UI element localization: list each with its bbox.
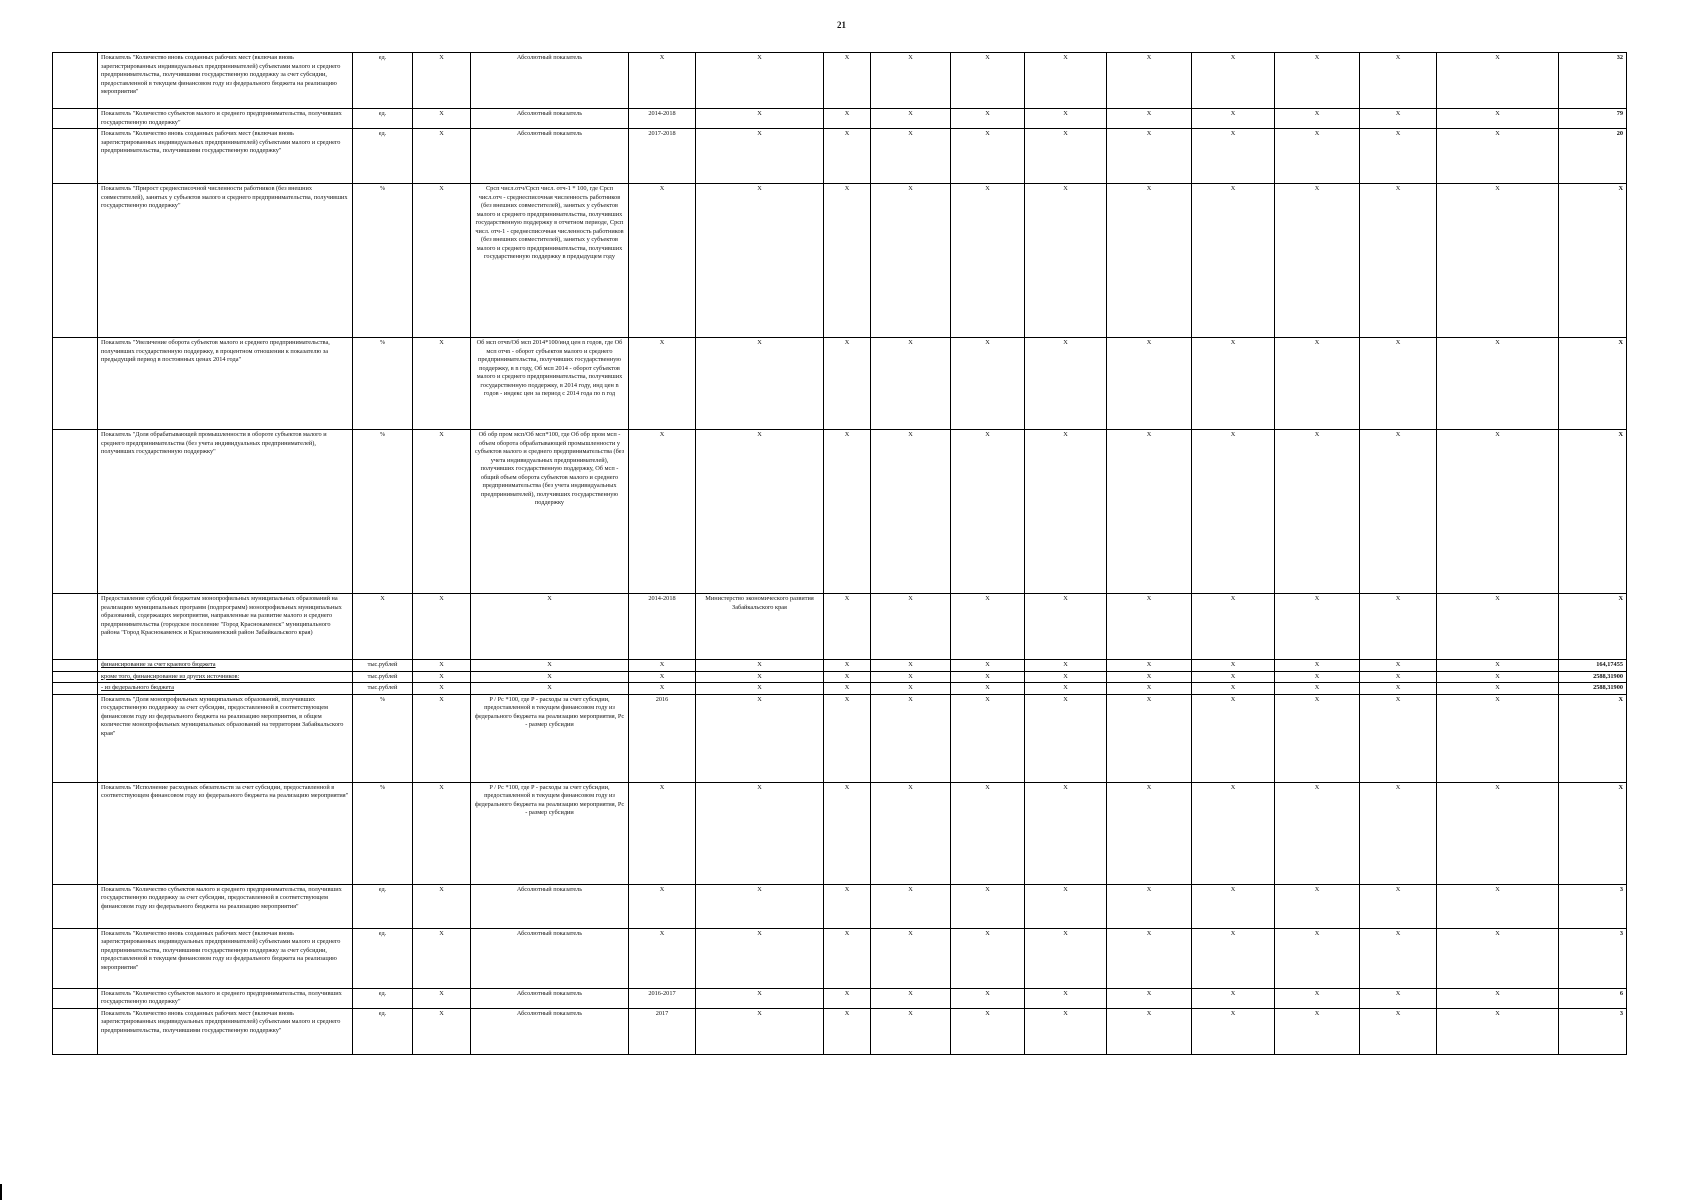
value-cell: X [871,782,951,884]
period-cell: 2014-2018 [629,594,696,660]
indicator-name-cell: финансирование за счет краевого бюджета [98,660,353,672]
target-value-cell: X [1559,338,1627,430]
value-cell: X [1360,129,1437,184]
calculation-method-cell: Абсолютный показатель [471,1008,629,1054]
period-cell: 2016 [629,694,696,782]
unit-cell: ед. [353,109,413,129]
value-cell: X [1025,782,1107,884]
indicator-name-cell: Показатель "Количество субъектов малого и среднего предпринимательства, получивших государственную поддержку" [98,109,353,129]
value-cell: X [1360,109,1437,129]
value-cell: X [1107,683,1192,695]
value-cell: X [1360,338,1437,430]
marker-cell: X [413,683,471,695]
value-cell: X [1107,884,1192,928]
marker-cell: X [413,53,471,109]
value-cell: X [1275,430,1360,594]
value-cell: X [1192,594,1275,660]
value-cell: X [1360,683,1437,695]
value-cell: X [1275,594,1360,660]
page-number: 21 [837,20,846,30]
value-cell: X [1437,594,1559,660]
value-cell: X [1192,1008,1275,1054]
target-value-cell: 2588,31900 [1559,671,1627,683]
value-cell: X [1025,988,1107,1008]
value-cell: X [1275,694,1360,782]
marker-cell: X [413,1008,471,1054]
executor-cell: X [696,1008,824,1054]
table-row [53,884,1627,928]
row-number-cell [53,109,98,129]
value-cell: X [871,694,951,782]
value-cell: X [1437,671,1559,683]
executor-cell: X [696,782,824,884]
row-number-cell [53,928,98,988]
indicator-name-cell: Показатель "Исполнение расходных обязательств за счет субсидии, предоставленной в соответствующем финансовом году из федерального бюджета на реализацию мероприятия" [98,782,353,884]
value-cell: X [1025,129,1107,184]
value-cell: X [1192,694,1275,782]
table-row [53,109,1627,129]
value-cell: X [871,988,951,1008]
calculation-method-cell: Абсолютный показатель [471,129,629,184]
value-cell: X [1437,430,1559,594]
target-value-cell: X [1559,184,1627,338]
table-row [53,1008,1627,1054]
value-cell: X [1025,671,1107,683]
calculation-method-cell: Срсп числ.отч/Срсп числ. отч-1 * 100, где Срсп числ.отч - среднесписочная численность работников (без внешних совместителей), занятых у субъектов малого и среднего предпринимательства, получивших государственную поддержку в отчетном периоде, Срсп числ. отч-1 - среднесписочная численность работников (без внешних совместителей), занятых у субъектов малого и среднего предпринимательства, получивших государственную поддержку в предыдущем году [471,184,629,338]
value-cell: X [1025,338,1107,430]
value-cell: X [951,694,1025,782]
value-cell: X [1192,782,1275,884]
value-cell: X [1107,430,1192,594]
calculation-method-cell: X [471,594,629,660]
period-cell: 2014-2018 [629,109,696,129]
value-cell: X [1360,1008,1437,1054]
value-cell: X [1437,988,1559,1008]
marker-cell: X [413,184,471,338]
table-row [53,594,1627,660]
value-cell: X [1107,660,1192,672]
value-cell: X [1360,594,1437,660]
value-cell: X [1275,671,1360,683]
period-cell: X [629,683,696,695]
value-cell: X [951,660,1025,672]
marker-cell: X [413,594,471,660]
marker-cell: X [413,988,471,1008]
target-value-cell: 79 [1559,109,1627,129]
executor-cell: X [696,109,824,129]
value-cell: X [871,1008,951,1054]
calculation-method-cell: X [471,671,629,683]
unit-cell: ед. [353,928,413,988]
value-cell: X [871,928,951,988]
value-cell: X [1025,430,1107,594]
value-cell: X [951,782,1025,884]
value-cell: X [1192,683,1275,695]
row-number-cell [53,660,98,672]
calculation-method-cell: Об мсп отчn/Об мсп 2014*100/инд цен n годов, где Об мсп отчn - оборот субъектов малого и среднего предпринимательства, получивших государственную поддержку, в n году, Об мсп 2014 - оборот субъектов малого и среднего предпринимательства, получивших государственную поддержку, в 2014 году, инд цен n годов - индекс цен за период с 2014 года по n год [471,338,629,430]
unit-cell: ед. [353,988,413,1008]
row-number-cell [53,884,98,928]
value-cell: X [951,928,1025,988]
indicator-name-cell: Показатель "Количество вновь созданных рабочих мест (включая вновь зарегистрированных индивидуальных предпринимателей) субъектами малого и среднего предпринимательства, получившими государственную поддержку за счет субсидии, предоставленной в текущем финансовом году из федерального бюджета на реализацию мероприятия" [98,53,353,109]
value-cell: X [1437,782,1559,884]
value-cell: X [1360,671,1437,683]
table-row [53,782,1627,884]
value-cell: X [1437,109,1559,129]
period-cell: 2016-2017 [629,988,696,1008]
value-cell: X [1025,884,1107,928]
executor-cell: X [696,338,824,430]
unit-cell: % [353,184,413,338]
calculation-method-cell: X [471,683,629,695]
value-cell: X [1192,184,1275,338]
value-cell: X [1360,430,1437,594]
value-cell: X [1107,988,1192,1008]
calculation-method-cell: Абсолютный показатель [471,928,629,988]
row-number-cell [53,988,98,1008]
marker-cell: X [413,430,471,594]
value-cell: X [1360,782,1437,884]
executor-cell: X [696,430,824,594]
executor-cell: X [696,988,824,1008]
value-cell: X [1107,594,1192,660]
table-row [53,184,1627,338]
value-cell: X [824,594,871,660]
value-cell: X [1025,53,1107,109]
row-number-cell [53,683,98,695]
value-cell: X [871,671,951,683]
value-cell: X [824,683,871,695]
period-cell: X [629,671,696,683]
target-value-cell: 3 [1559,884,1627,928]
value-cell: X [871,129,951,184]
value-cell: X [1025,660,1107,672]
period-cell: X [629,660,696,672]
unit-cell: ед. [353,53,413,109]
target-value-cell: 3 [1559,928,1627,988]
target-value-cell: 2588,31900 [1559,683,1627,695]
table-row [53,694,1627,782]
value-cell: X [1275,884,1360,928]
value-cell: X [951,338,1025,430]
table-row [53,53,1627,109]
row-number-cell [53,1008,98,1054]
value-cell: X [871,884,951,928]
indicator-name-cell: - из федерального бюджета [98,683,353,695]
indicator-name-cell: Показатель "Доля монопрофильных муниципальных образований, получивших государственную поддержку за счет субсидии, предоставленной в соответствующем финансовом году из федерального бюджета на реализацию мероприятия, в общем количестве монопрофильных муниципальных образований на территории Забайкальского края" [98,694,353,782]
value-cell: X [1107,928,1192,988]
value-cell: X [1275,53,1360,109]
unit-cell: % [353,782,413,884]
value-cell: X [951,988,1025,1008]
value-cell: X [1192,129,1275,184]
value-cell: X [824,884,871,928]
unit-cell: ед. [353,1008,413,1054]
calculation-method-cell: X [471,660,629,672]
target-value-cell: 164,17455 [1559,660,1627,672]
indicator-name-cell: Показатель "Количество вновь созданных рабочих мест (включая вновь зарегистрированных индивидуальных предпринимателей) субъектами малого и среднего предпринимательства, получившими государственную поддержку" [98,1008,353,1054]
target-value-cell: 6 [1559,988,1627,1008]
indicator-name-cell: Показатель "Увеличение оборота субъектов малого и среднего предпринимательства, получивших государственную поддержку, в процентном отношении к показателю за предыдущий период в постоянных ценах 2014 года" [98,338,353,430]
period-cell: X [629,184,696,338]
unit-cell: X [353,594,413,660]
value-cell: X [1107,53,1192,109]
row-number-cell [53,694,98,782]
value-cell: X [1192,53,1275,109]
value-cell: X [1437,683,1559,695]
value-cell: X [824,338,871,430]
table-row [53,683,1627,695]
value-cell: X [1107,782,1192,884]
value-cell: X [1192,884,1275,928]
value-cell: X [1360,53,1437,109]
target-value-cell: X [1559,782,1627,884]
value-cell: X [1275,338,1360,430]
value-cell: X [1107,109,1192,129]
marker-cell: X [413,338,471,430]
value-cell: X [951,1008,1025,1054]
marker-cell: X [413,109,471,129]
value-cell: X [871,184,951,338]
indicator-name-cell: Показатель "Количество субъектов малого и среднего предпринимательства, получивших государственную поддержку за счет субсидии, предоставленной в соответствующем финансовом году из федерального бюджета на реализацию мероприятия" [98,884,353,928]
value-cell: X [1025,694,1107,782]
value-cell: X [1360,694,1437,782]
target-value-cell: X [1559,694,1627,782]
row-number-cell [53,671,98,683]
value-cell: X [1275,988,1360,1008]
value-cell: X [871,338,951,430]
value-cell: X [951,184,1025,338]
target-value-cell: 32 [1559,53,1627,109]
value-cell: X [871,594,951,660]
value-cell: X [1360,884,1437,928]
row-number-cell [53,53,98,109]
value-cell: X [951,884,1025,928]
period-cell: X [629,782,696,884]
value-cell: X [951,430,1025,594]
marker-cell: X [413,884,471,928]
value-cell: X [951,594,1025,660]
period-cell: X [629,430,696,594]
value-cell: X [951,109,1025,129]
value-cell: X [824,430,871,594]
period-cell: X [629,338,696,430]
target-value-cell: X [1559,594,1627,660]
unit-cell: тыс.рублей [353,660,413,672]
value-cell: X [1107,671,1192,683]
value-cell: X [1025,184,1107,338]
value-cell: X [824,671,871,683]
program-indicators-table [52,52,1627,1055]
table-row [53,671,1627,683]
value-cell: X [1437,129,1559,184]
row-number-cell [53,129,98,184]
value-cell: X [1275,683,1360,695]
value-cell: X [1192,660,1275,672]
executor-cell: X [696,53,824,109]
calculation-method-cell: Абсолютный показатель [471,988,629,1008]
unit-cell: % [353,338,413,430]
value-cell: X [1275,782,1360,884]
unit-cell: ед. [353,129,413,184]
target-value-cell: 3 [1559,1008,1627,1054]
unit-cell: тыс.рублей [353,683,413,695]
table-row [53,928,1627,988]
value-cell: X [1025,1008,1107,1054]
value-cell: X [1025,594,1107,660]
period-cell: X [629,928,696,988]
value-cell: X [1437,694,1559,782]
value-cell: X [824,694,871,782]
executor-cell: X [696,671,824,683]
value-cell: X [1192,671,1275,683]
value-cell: X [824,660,871,672]
calculation-method-cell: Абсолютный показатель [471,109,629,129]
value-cell: X [1192,338,1275,430]
value-cell: X [824,184,871,338]
value-cell: X [824,129,871,184]
value-cell: X [1437,338,1559,430]
value-cell: X [1107,1008,1192,1054]
value-cell: X [824,53,871,109]
value-cell: X [1107,184,1192,338]
value-cell: X [871,109,951,129]
value-cell: X [1360,660,1437,672]
row-number-cell [53,184,98,338]
value-cell: X [1107,338,1192,430]
value-cell: X [1437,660,1559,672]
value-cell: X [1025,683,1107,695]
unit-cell: % [353,694,413,782]
scan-edge-mark [0,1184,2,1200]
period-cell: 2017 [629,1008,696,1054]
target-value-cell: X [1559,430,1627,594]
executor-cell: X [696,694,824,782]
table-row [53,988,1627,1008]
calculation-method-cell: Абсолютный показатель [471,53,629,109]
table-row [53,660,1627,672]
indicator-name-cell: Показатель "Количество субъектов малого и среднего предпринимательства, получивших государственную поддержку" [98,988,353,1008]
value-cell: X [871,660,951,672]
row-number-cell [53,338,98,430]
value-cell: X [951,671,1025,683]
value-cell: X [1275,928,1360,988]
marker-cell: X [413,928,471,988]
value-cell: X [1437,928,1559,988]
indicator-name-cell: Предоставление субсидий бюджетам монопрофильных муниципальных образований на реализацию муниципальных программ (подпрограмм) монопрофильных муниципальных образований, содержащих мероприятия, направленные на развитие малого и среднего предпринимательства (городское поселение "Город Краснокаменск" муниципального района "Город Краснокаменск и Краснокаменский район Забайкальского края) [98,594,353,660]
calculation-method-cell: Об обр пром мсп/Об мсп*100, где Об обр пром мсп - объем оборота обрабатывающей промышленности у субъектов малого и среднего предпринимательства (без учета индивидуальных предпринимателей), получивших государственную поддержку, Об мсп - общий объем оборота субъектов малого и среднего предпринимательства (без учета индивидуальных предпринимателей), получивших государственную поддержку [471,430,629,594]
table-row [53,430,1627,594]
executor-cell: X [696,129,824,184]
value-cell: X [824,988,871,1008]
value-cell: X [1275,660,1360,672]
calculation-method-cell: P / Pc *100, где P - расходы за счет субсидии, предоставленной в текущем финансовом году из федерального бюджета на реализацию мероприятия, Pc - размер субсидии [471,694,629,782]
target-value-cell: 20 [1559,129,1627,184]
value-cell: X [1275,184,1360,338]
unit-cell: ед. [353,884,413,928]
period-cell: X [629,53,696,109]
value-cell: X [871,53,951,109]
value-cell: X [871,430,951,594]
value-cell: X [1275,1008,1360,1054]
value-cell: X [1360,184,1437,338]
marker-cell: X [413,671,471,683]
value-cell: X [1107,129,1192,184]
value-cell: X [1360,988,1437,1008]
calculation-method-cell: Абсолютный показатель [471,884,629,928]
value-cell: X [1437,1008,1559,1054]
value-cell: X [1275,129,1360,184]
marker-cell: X [413,782,471,884]
value-cell: X [951,683,1025,695]
value-cell: X [1275,109,1360,129]
row-number-cell [53,782,98,884]
row-number-cell [53,430,98,594]
value-cell: X [1437,884,1559,928]
value-cell: X [1437,184,1559,338]
period-cell: 2017-2018 [629,129,696,184]
table-row [53,129,1627,184]
value-cell: X [951,129,1025,184]
value-cell: X [1025,109,1107,129]
unit-cell: тыс.рублей [353,671,413,683]
calculation-method-cell: P / Pc *100, где P - расходы за счет субсидии, предоставленной в текущем финансовом году из федерального бюджета на реализацию мероприятия, Pc - размер субсидии [471,782,629,884]
value-cell: X [824,928,871,988]
value-cell: X [824,1008,871,1054]
value-cell: X [1025,928,1107,988]
marker-cell: X [413,129,471,184]
indicator-name-cell: Показатель "Прирост среднесписочной численности работников (без внешних совместителей), занятых у субъектов малого и среднего предпринимательства, получивших государственную поддержку" [98,184,353,338]
indicator-name-cell: Показатель "Доля обрабатывающей промышленности в обороте субъектов малого и среднего предпринимательства (без учета индивидуальных предпринимателей), получивших государственную поддержку" [98,430,353,594]
marker-cell: X [413,660,471,672]
executor-cell: X [696,683,824,695]
executor-cell: X [696,660,824,672]
row-number-cell [53,594,98,660]
value-cell: X [1437,53,1559,109]
unit-cell: % [353,430,413,594]
indicator-name-cell: Показатель "Количество вновь созданных рабочих мест (включая вновь зарегистрированных индивидуальных предпринимателей) субъектами малого и среднего предпринимательства, получившими государственную поддержку за счет субсидии, предоставленной в текущем финансовом году из федерального бюджета на реализацию мероприятия" [98,928,353,988]
period-cell: X [629,884,696,928]
value-cell: X [824,109,871,129]
indicator-name-cell: Показатель "Количество вновь созданных рабочих мест (включая вновь зарегистрированных индивидуальных предпринимателей) субъектами малого и среднего предпринимательства, получившими государственную поддержку" [98,129,353,184]
value-cell: X [951,53,1025,109]
table-row [53,338,1627,430]
executor-cell: X [696,184,824,338]
value-cell: X [1192,109,1275,129]
executor-cell: X [696,928,824,988]
indicator-name-cell: кроме того, финансирование из других источников: [98,671,353,683]
marker-cell: X [413,694,471,782]
value-cell: X [1192,988,1275,1008]
value-cell: X [824,782,871,884]
value-cell: X [1107,694,1192,782]
executor-cell: X [696,884,824,928]
value-cell: X [1192,430,1275,594]
executor-cell: Министерство экономического развития Забайкальского края [696,594,824,660]
value-cell: X [1192,928,1275,988]
value-cell: X [871,683,951,695]
value-cell: X [1360,928,1437,988]
